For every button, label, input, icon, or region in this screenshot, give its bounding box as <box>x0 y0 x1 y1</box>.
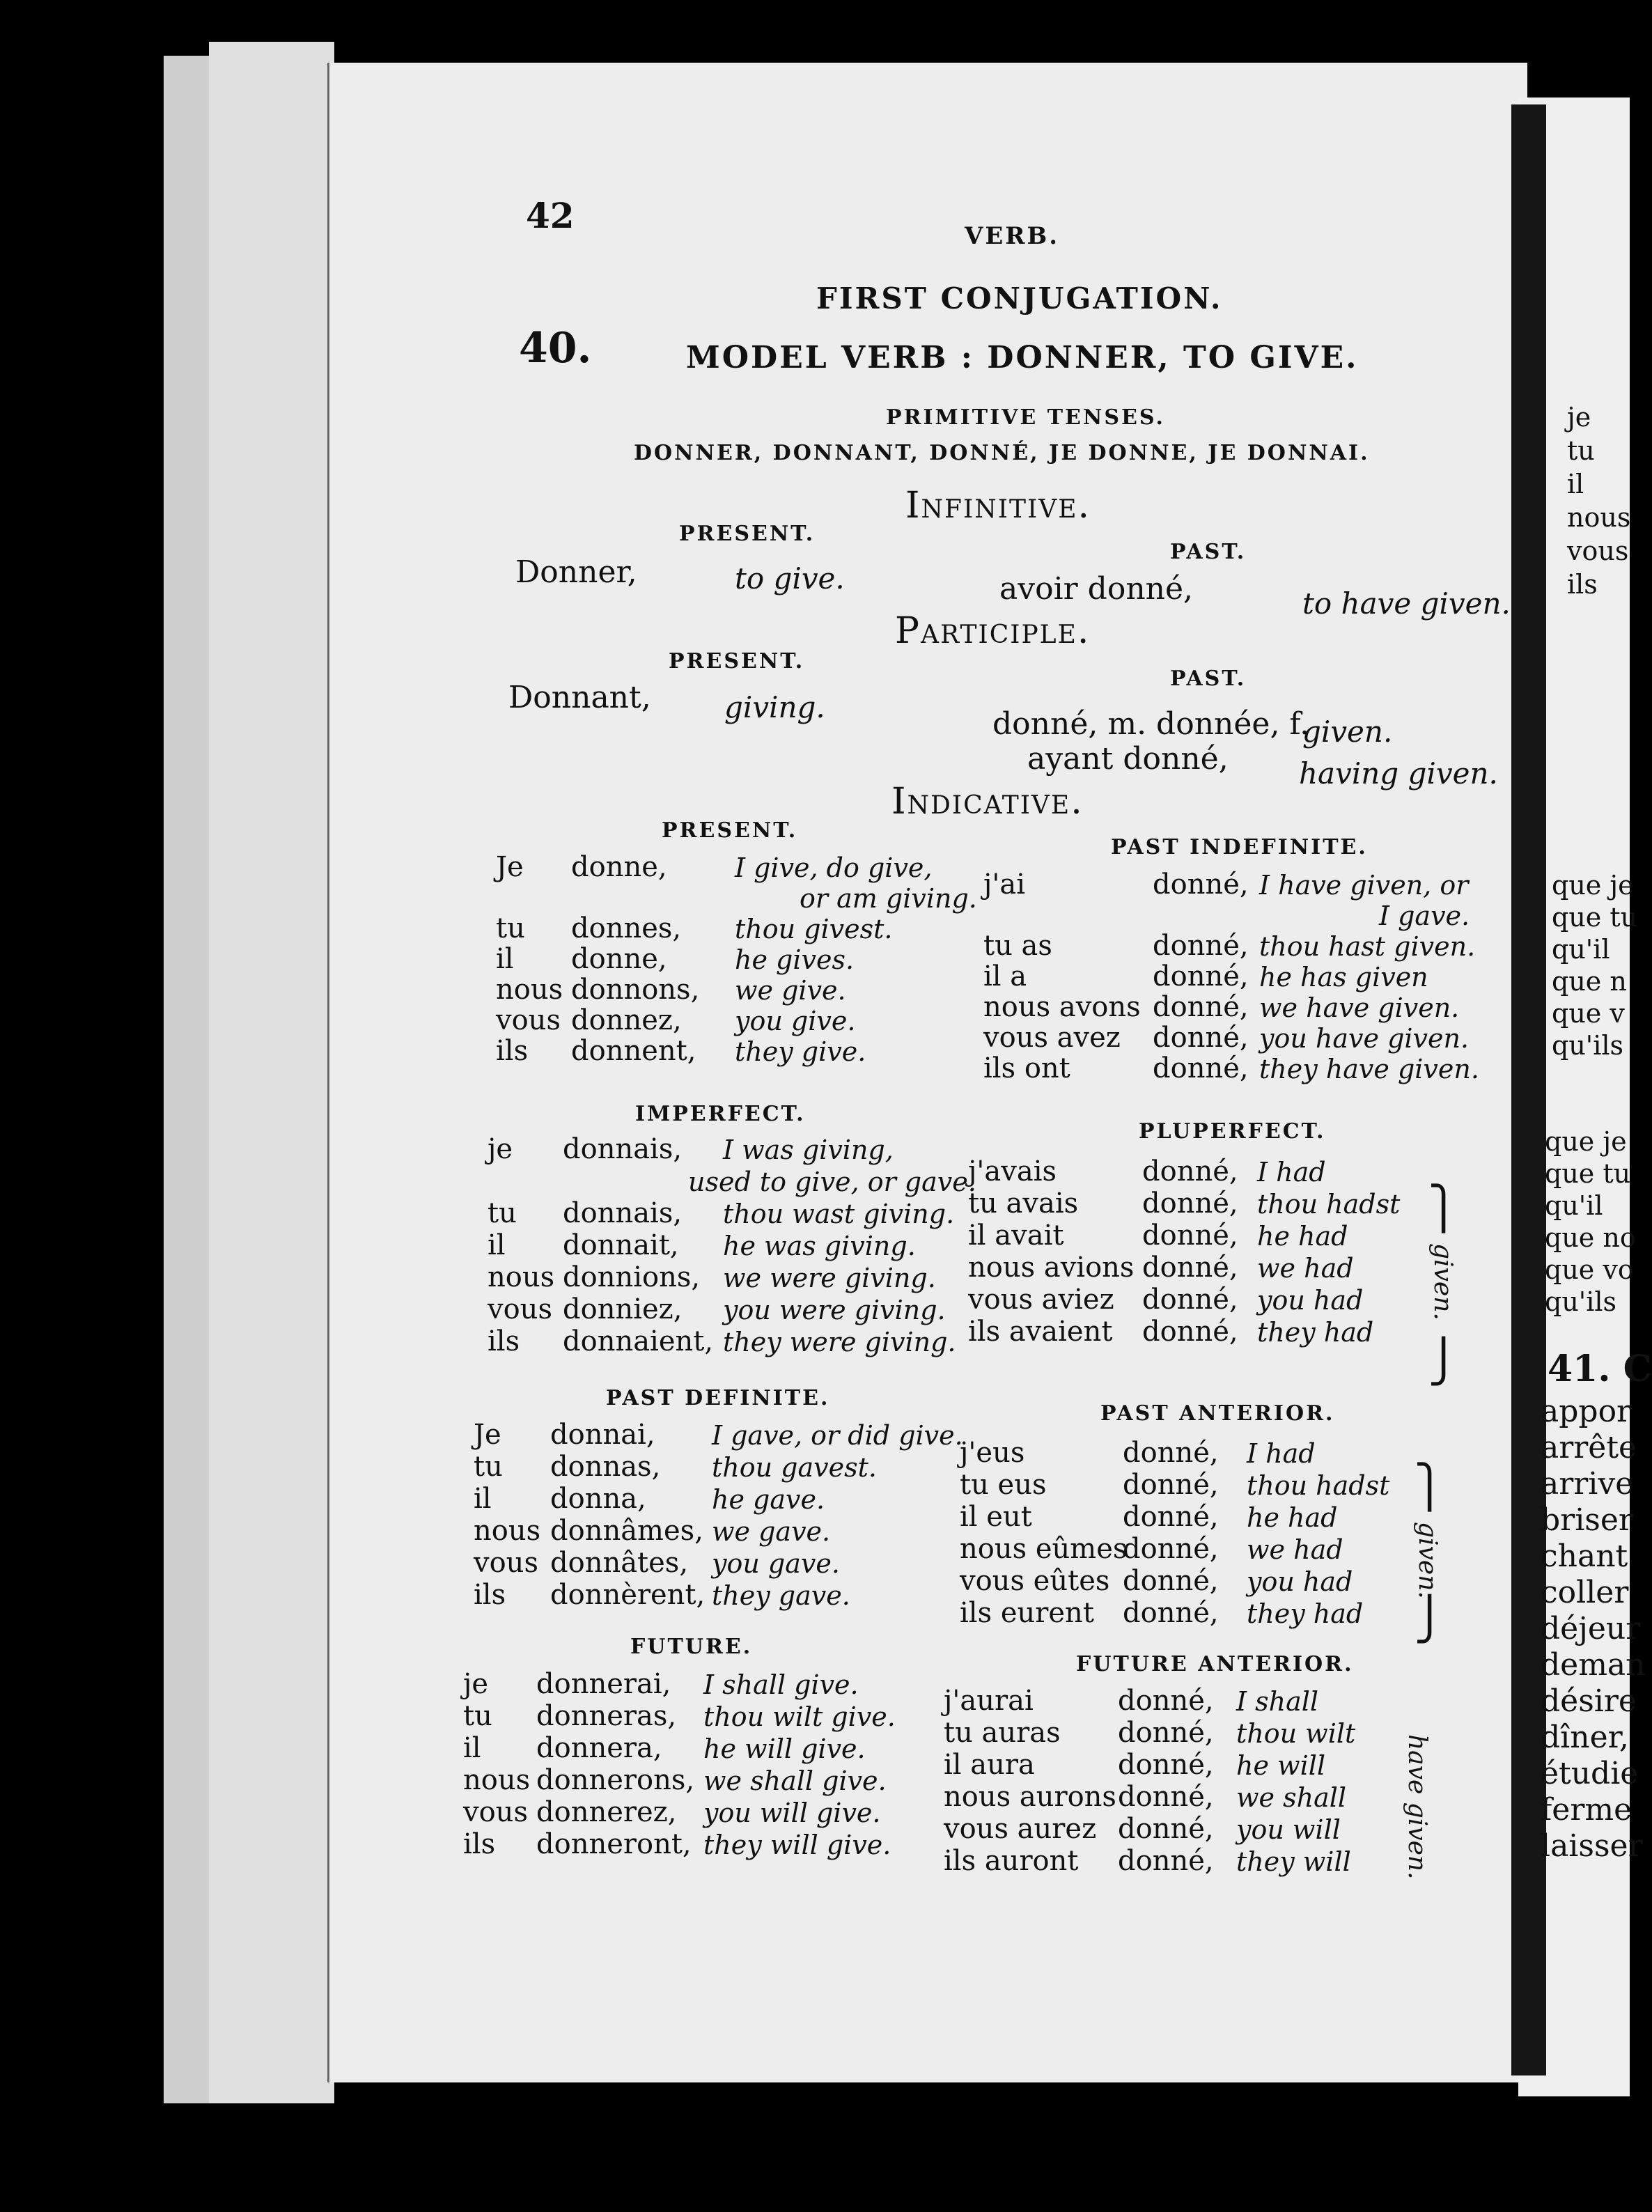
past_definite-translation: I gave, or did give. <box>712 1420 963 1451</box>
past_anterior-translation: he had <box>1247 1502 1338 1533</box>
past_definite-pronoun: il <box>474 1483 492 1515</box>
past_indefinite-auxiliary: il a <box>983 960 1027 992</box>
past_indefinite-participle: donné, <box>1153 1052 1249 1084</box>
facing-word: laisser <box>1541 1828 1643 1864</box>
past_definite-translation: we gave. <box>712 1516 831 1547</box>
future_anterior-translation: we shall <box>1236 1782 1347 1813</box>
past_definite-verb: donnai, <box>550 1419 655 1451</box>
present-verb: donnent, <box>571 1035 696 1067</box>
past_indefinite-participle: donné, <box>1153 1022 1249 1054</box>
past_definite-verb: donnâtes, <box>550 1547 689 1579</box>
future_anterior-translation: thou wilt <box>1236 1718 1356 1749</box>
past-anterior-brace-bottom: ⎭ <box>1414 1595 1445 1644</box>
future-translation: we shall give. <box>703 1766 887 1796</box>
past_anterior-translation: I had <box>1247 1438 1316 1469</box>
imperfect-verb: donnaient, <box>563 1325 714 1357</box>
future_anterior-translation: he will <box>1236 1750 1326 1781</box>
pluperfect-auxiliary: vous aviez <box>968 1284 1114 1316</box>
imperfect-translation: he was giving. <box>723 1231 916 1261</box>
past_anterior-participle: donné, <box>1123 1565 1219 1597</box>
past_anterior-translation: they had <box>1247 1598 1364 1629</box>
pluperfect-auxiliary: j'avais <box>968 1155 1057 1187</box>
present-translation: he gives. <box>735 944 855 975</box>
past_anterior-auxiliary: tu eus <box>960 1469 1047 1501</box>
imperfect-translation: thou wast giving. <box>723 1199 955 1229</box>
participle-present-label: PRESENT. <box>669 649 805 673</box>
facing-line: que n <box>1552 966 1627 997</box>
facing-word: coller <box>1541 1575 1629 1610</box>
pluperfect-participle: donné, <box>1142 1252 1238 1284</box>
future_anterior-translation: you will <box>1236 1814 1341 1845</box>
present-pronoun: Je <box>496 851 524 883</box>
imperfect-translation: used to give, or gave. <box>688 1167 976 1197</box>
present-pronoun: tu <box>496 912 525 944</box>
facing-line: que vo <box>1545 1254 1634 1285</box>
facing-line: que tu <box>1552 902 1638 933</box>
past_definite-verb: donnâmes, <box>550 1515 703 1547</box>
future-anterior-brace-label: have given. <box>1403 1734 1431 1880</box>
future-pronoun: ils <box>463 1828 496 1860</box>
infinitive-present-fr: Donner, <box>515 554 637 590</box>
imperfect-verb: donnais, <box>563 1197 683 1229</box>
primitive-tenses-label: PRIMITIVE TENSES. <box>886 405 1165 430</box>
facing-line: ils <box>1567 569 1598 600</box>
past_definite-translation: thou gavest. <box>712 1452 877 1483</box>
past_anterior-participle: donné, <box>1123 1469 1219 1501</box>
pluperfect-translation: he had <box>1257 1221 1348 1252</box>
present-verb: donnez, <box>571 1004 682 1036</box>
past-indefinite-label: PAST INDEFINITE. <box>1111 835 1368 859</box>
present-translation: I give, do give, <box>735 852 933 883</box>
past_indefinite-translation: we have given. <box>1259 992 1460 1023</box>
past-anterior-label: PAST ANTERIOR. <box>1100 1401 1335 1426</box>
facing-line: qu'il <box>1545 1190 1603 1221</box>
future-pronoun: il <box>463 1732 481 1764</box>
participle-past2-fr: ayant donné, <box>1027 741 1229 777</box>
past_definite-translation: you gave. <box>712 1548 840 1579</box>
infinitive-past-en: to have given. <box>1302 586 1511 621</box>
facing-line: que tu <box>1545 1158 1631 1189</box>
present-verb: donnes, <box>571 912 682 944</box>
past_definite-pronoun: nous <box>474 1515 541 1547</box>
facing-line: qu'il <box>1552 934 1610 965</box>
facing-line: nous <box>1567 502 1631 533</box>
future_anterior-auxiliary: vous aurez <box>944 1813 1097 1845</box>
future-translation: thou wilt give. <box>703 1701 896 1732</box>
pluperfect-participle: donné, <box>1142 1155 1238 1187</box>
past_anterior-auxiliary: j'eus <box>960 1437 1025 1469</box>
facing-word: désire <box>1541 1683 1637 1719</box>
infinitive-present-en: to give. <box>735 561 845 595</box>
past_indefinite-translation: I gave. <box>1379 901 1470 931</box>
imperfect-pronoun: vous <box>488 1293 552 1325</box>
facing-section-number: 41. C <box>1548 1348 1652 1390</box>
participle-past-en: given. <box>1302 715 1393 749</box>
past_anterior-participle: donné, <box>1123 1437 1219 1469</box>
future_anterior-participle: donné, <box>1118 1845 1214 1877</box>
past_indefinite-participle: donné, <box>1153 960 1249 992</box>
imperfect-label: IMPERFECT. <box>635 1102 806 1126</box>
future_anterior-auxiliary: il aura <box>944 1749 1035 1781</box>
future_anterior-auxiliary: nous aurons <box>944 1781 1116 1813</box>
facing-word: étudie <box>1541 1756 1639 1791</box>
future_anterior-auxiliary: j'aurai <box>944 1685 1034 1717</box>
past-anterior-brace-label: given. <box>1413 1522 1442 1599</box>
future_anterior-participle: donné, <box>1118 1749 1214 1781</box>
future-translation: I shall give. <box>703 1669 859 1700</box>
facing-line: qu'ils <box>1552 1030 1624 1061</box>
present-verb: donnons, <box>571 974 700 1006</box>
past_anterior-translation: thou hadst <box>1247 1470 1390 1501</box>
future_anterior-participle: donné, <box>1118 1685 1214 1717</box>
pluperfect-auxiliary: tu avais <box>968 1187 1079 1220</box>
section-title: FIRST CONJUGATION. <box>816 281 1223 316</box>
future-verb: donnerez, <box>536 1796 677 1828</box>
pluperfect-label: PLUPERFECT. <box>1139 1119 1326 1144</box>
past_indefinite-auxiliary: vous avez <box>983 1022 1121 1054</box>
past_definite-pronoun: Je <box>474 1419 501 1451</box>
participle-past-fr: donné, m. donnée, f. <box>992 706 1310 742</box>
past_indefinite-participle: donné, <box>1153 991 1249 1023</box>
participle-past2-en: having given. <box>1299 756 1498 790</box>
past_definite-verb: donnas, <box>550 1451 661 1483</box>
pluperfect-translation: we had <box>1257 1253 1354 1284</box>
infinitive-past-fr: avoir donné, <box>999 571 1194 607</box>
future_anterior-auxiliary: tu auras <box>944 1717 1061 1749</box>
pluperfect-brace-bottom: ⎭ <box>1428 1337 1459 1386</box>
future-verb: donnerai, <box>536 1668 671 1700</box>
present-translation: you give. <box>735 1006 856 1036</box>
imperfect-pronoun: tu <box>488 1197 517 1229</box>
past_anterior-auxiliary: il eut <box>960 1501 1032 1533</box>
pluperfect-auxiliary: ils avaient <box>968 1316 1113 1348</box>
infinitive-past-label: PAST. <box>1170 540 1247 564</box>
pluperfect-participle: donné, <box>1142 1284 1238 1316</box>
imperfect-verb: donniez, <box>563 1293 683 1325</box>
pluperfect-auxiliary: nous avions <box>968 1252 1135 1284</box>
facing-word: deman <box>1541 1647 1646 1683</box>
past_indefinite-auxiliary: nous avons <box>983 991 1141 1023</box>
facing-line: que je <box>1545 1126 1627 1157</box>
facing-word: arrête <box>1541 1430 1637 1465</box>
facing-line: que no <box>1545 1222 1636 1253</box>
future_anterior-translation: they will <box>1236 1846 1351 1877</box>
imperfect-pronoun: je <box>488 1133 513 1165</box>
present-verb: donne, <box>571 943 667 975</box>
past_anterior-auxiliary: nous eûmes <box>960 1533 1128 1565</box>
pluperfect-participle: donné, <box>1142 1316 1238 1348</box>
imperfect-translation: we were giving. <box>723 1263 936 1293</box>
section-number: 40. <box>519 324 592 373</box>
future-anterior-label: FUTURE ANTERIOR. <box>1076 1652 1354 1676</box>
past_definite-verb: donnèrent, <box>550 1579 706 1611</box>
present-translation: or am giving. <box>800 883 977 914</box>
facing-line: il <box>1567 469 1584 499</box>
pluperfect-translation: you had <box>1257 1285 1364 1316</box>
present-pronoun: ils <box>496 1035 529 1067</box>
future-translation: they will give. <box>703 1830 891 1860</box>
future-pronoun: je <box>463 1668 489 1700</box>
pluperfect-brace-top: ⎫ <box>1428 1184 1459 1233</box>
infinitive-heading: Infinitive. <box>905 485 1091 527</box>
past_definite-pronoun: vous <box>474 1547 538 1579</box>
future-translation: he will give. <box>703 1734 866 1764</box>
facing-line: que v <box>1552 998 1625 1029</box>
participle-present-fr: Donnant, <box>508 680 651 715</box>
pluperfect-translation: they had <box>1257 1317 1374 1348</box>
past_indefinite-auxiliary: ils ont <box>983 1052 1070 1084</box>
past_indefinite-translation: they have given. <box>1259 1054 1479 1084</box>
present-translation: thou givest. <box>735 914 893 944</box>
future_anterior-auxiliary: ils auront <box>944 1845 1079 1877</box>
running-head: VERB. <box>965 222 1060 250</box>
imperfect-translation: I was giving, <box>723 1135 894 1165</box>
past_indefinite-auxiliary: j'ai <box>983 869 1026 901</box>
past_indefinite-participle: donné, <box>1153 930 1249 962</box>
past_indefinite-translation: I have given, or <box>1259 870 1469 901</box>
past_anterior-auxiliary: ils eurent <box>960 1597 1094 1629</box>
model-verb: MODEL VERB : DONNER, TO GIVE. <box>686 340 1359 375</box>
pluperfect-translation: thou hadst <box>1257 1189 1401 1220</box>
pluperfect-translation: I had <box>1257 1157 1326 1187</box>
past_indefinite-translation: he has given <box>1259 962 1428 992</box>
future-verb: donneront, <box>536 1828 692 1860</box>
participle-past-label: PAST. <box>1170 667 1247 691</box>
facing-line: qu'ils <box>1545 1286 1617 1317</box>
present-translation: we give. <box>735 975 846 1006</box>
imperfect-verb: donnions, <box>563 1261 701 1293</box>
facing-word: chant <box>1541 1539 1628 1574</box>
facing-line: vous <box>1567 536 1629 566</box>
pluperfect-participle: donné, <box>1142 1187 1238 1220</box>
future-pronoun: tu <box>463 1700 492 1732</box>
primitive-tenses: DONNER, DONNANT, DONNÉ, JE DONNE, JE DONNAI. <box>634 441 1370 465</box>
past-definite-label: PAST DEFINITE. <box>606 1386 830 1410</box>
past_definite-verb: donna, <box>550 1483 646 1515</box>
indicative-heading: Indicative. <box>891 781 1084 823</box>
pluperfect-auxiliary: il avait <box>968 1220 1064 1252</box>
future-verb: donnerons, <box>536 1764 695 1796</box>
future_anterior-translation: I shall <box>1236 1686 1319 1717</box>
imperfect-translation: you were giving. <box>723 1295 946 1325</box>
imperfect-pronoun: il <box>488 1229 506 1261</box>
past_indefinite-participle: donné, <box>1153 869 1249 901</box>
past_definite-translation: he gave. <box>712 1484 825 1515</box>
facing-word: arrive <box>1541 1466 1634 1502</box>
future_anterior-participle: donné, <box>1118 1717 1214 1749</box>
past_definite-pronoun: ils <box>474 1579 506 1611</box>
past_definite-translation: they gave. <box>712 1580 850 1611</box>
past-anterior-brace-top: ⎫ <box>1414 1463 1445 1511</box>
future-pronoun: vous <box>463 1796 528 1828</box>
future-verb: donnera, <box>536 1732 662 1764</box>
facing-line: que je <box>1552 870 1634 901</box>
past_definite-pronoun: tu <box>474 1451 503 1483</box>
imperfect-verb: donnais, <box>563 1133 683 1165</box>
future_anterior-participle: donné, <box>1118 1813 1214 1845</box>
future-pronoun: nous <box>463 1764 531 1796</box>
pluperfect-brace-label: given. <box>1428 1243 1457 1321</box>
past_anterior-participle: donné, <box>1123 1533 1219 1565</box>
past_indefinite-translation: you have given. <box>1259 1023 1470 1054</box>
imperfect-translation: they were giving. <box>723 1327 956 1357</box>
imperfect-verb: donnait, <box>563 1229 679 1261</box>
participle-heading: Participle. <box>895 610 1091 652</box>
facing-word: ferme <box>1541 1792 1632 1828</box>
facing-word: appor <box>1541 1394 1632 1429</box>
past_anterior-participle: donné, <box>1123 1501 1219 1533</box>
present-verb: donne, <box>571 851 667 883</box>
facing-word: déjeur <box>1541 1611 1641 1646</box>
past_anterior-participle: donné, <box>1123 1597 1219 1629</box>
future-verb: donneras, <box>536 1700 677 1732</box>
indicative-present-label: PRESENT. <box>662 818 798 843</box>
page-number: 42 <box>526 195 575 236</box>
present-pronoun: nous <box>496 974 563 1006</box>
facing-line: tu <box>1567 435 1595 466</box>
book-page-edges-inner <box>209 42 334 2103</box>
present-translation: they give. <box>735 1036 866 1067</box>
future-translation: you will give. <box>703 1798 881 1828</box>
past_indefinite-auxiliary: tu as <box>983 930 1052 962</box>
participle-present-en: giving. <box>724 690 825 724</box>
past_anterior-translation: you had <box>1247 1566 1353 1597</box>
past_indefinite-translation: thou hast given. <box>1259 931 1476 962</box>
future_anterior-participle: donné, <box>1118 1781 1214 1813</box>
facing-word: briser <box>1541 1502 1633 1538</box>
present-pronoun: il <box>496 943 514 975</box>
facing-line: je <box>1567 402 1591 433</box>
present-pronoun: vous <box>496 1004 561 1036</box>
infinitive-present-label: PRESENT. <box>679 522 816 546</box>
imperfect-pronoun: ils <box>488 1325 520 1357</box>
past_anterior-auxiliary: vous eûtes <box>960 1565 1110 1597</box>
facing-word: dîner, <box>1541 1720 1629 1755</box>
pluperfect-participle: donné, <box>1142 1220 1238 1252</box>
future-label: FUTURE. <box>630 1635 753 1659</box>
imperfect-pronoun: nous <box>488 1261 555 1293</box>
past_anterior-translation: we had <box>1247 1534 1343 1565</box>
